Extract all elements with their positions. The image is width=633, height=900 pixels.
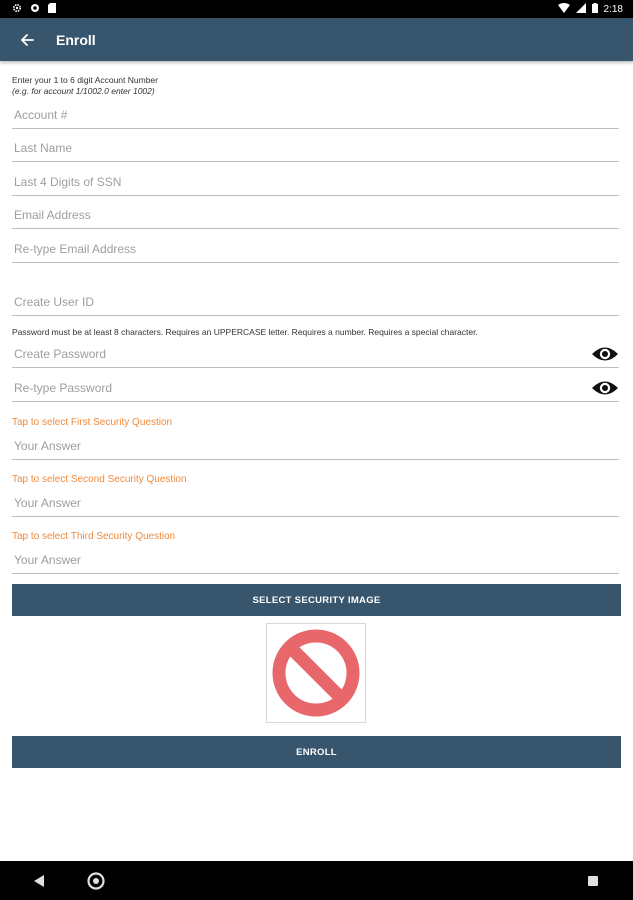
account-hint: Enter your 1 to 6 digit Account Number bbox=[12, 75, 158, 85]
last-name-field bbox=[12, 136, 619, 162]
first-answer-field bbox=[12, 434, 619, 460]
back-triangle-icon bbox=[33, 874, 45, 888]
app-bar bbox=[0, 18, 633, 61]
settings-icon bbox=[12, 3, 22, 16]
select-security-image-button[interactable]: SELECT SECURITY IMAGE bbox=[12, 584, 621, 616]
password-field bbox=[12, 342, 619, 368]
status-bar bbox=[0, 0, 633, 18]
last-name-input[interactable] bbox=[14, 136, 574, 160]
email-retype-field bbox=[12, 237, 619, 263]
arrow-back-icon bbox=[20, 33, 34, 47]
signal-icon bbox=[576, 3, 586, 16]
password-retype-input[interactable] bbox=[14, 376, 574, 400]
third-answer-input[interactable] bbox=[14, 548, 574, 572]
show-password-toggle[interactable] bbox=[591, 344, 619, 364]
sync-icon bbox=[30, 3, 40, 16]
user-id-field bbox=[12, 290, 619, 316]
back-button[interactable] bbox=[10, 18, 44, 61]
nav-back-button[interactable] bbox=[28, 871, 50, 891]
home-circle-icon bbox=[86, 871, 106, 891]
account-example-hint: (e.g. for account 1/1002.0 enter 1002) bbox=[12, 86, 155, 96]
ssn-input[interactable] bbox=[14, 170, 574, 194]
second-answer-field bbox=[12, 491, 619, 517]
email-retype-input[interactable] bbox=[14, 237, 574, 261]
status-time: 2:18 bbox=[603, 3, 623, 15]
password-retype-field bbox=[12, 376, 619, 402]
password-requirements-hint: Password must be at least 8 characters. Requires an UPPERCASE letter. Requires a number. Requires a special character. bbox=[12, 327, 478, 337]
battery-icon bbox=[592, 3, 598, 16]
security-image-preview[interactable] bbox=[266, 623, 366, 723]
status-right bbox=[558, 3, 623, 16]
second-security-question-selector[interactable]: Tap to select Second Security Question bbox=[12, 474, 187, 485]
user-id-input[interactable] bbox=[14, 290, 574, 314]
password-input[interactable] bbox=[14, 342, 574, 366]
account-number-field bbox=[12, 103, 619, 129]
third-security-question-selector[interactable]: Tap to select Third Security Question bbox=[12, 531, 176, 542]
first-security-question-selector[interactable]: Tap to select First Security Question bbox=[12, 417, 173, 428]
enroll-button[interactable]: ENROLL bbox=[12, 736, 621, 768]
eye-icon bbox=[591, 345, 619, 363]
first-answer-input[interactable] bbox=[14, 434, 574, 458]
status-left bbox=[12, 3, 56, 16]
nav-recents-button[interactable] bbox=[582, 871, 604, 891]
second-answer-input[interactable] bbox=[14, 491, 574, 515]
email-field bbox=[12, 203, 619, 229]
email-input[interactable] bbox=[14, 203, 574, 227]
wifi-icon bbox=[558, 3, 570, 16]
nav-home-button[interactable] bbox=[84, 870, 108, 892]
eye-icon bbox=[591, 379, 619, 397]
ssn-field bbox=[12, 170, 619, 196]
show-retype-password-toggle[interactable] bbox=[591, 378, 619, 398]
navigation-bar bbox=[0, 861, 633, 900]
third-answer-field bbox=[12, 548, 619, 574]
page-title: Enroll bbox=[56, 31, 96, 48]
recents-square-icon bbox=[587, 875, 599, 887]
sd-card-icon bbox=[48, 3, 56, 16]
account-number-input[interactable] bbox=[14, 103, 574, 127]
no-symbol-icon bbox=[270, 627, 362, 719]
